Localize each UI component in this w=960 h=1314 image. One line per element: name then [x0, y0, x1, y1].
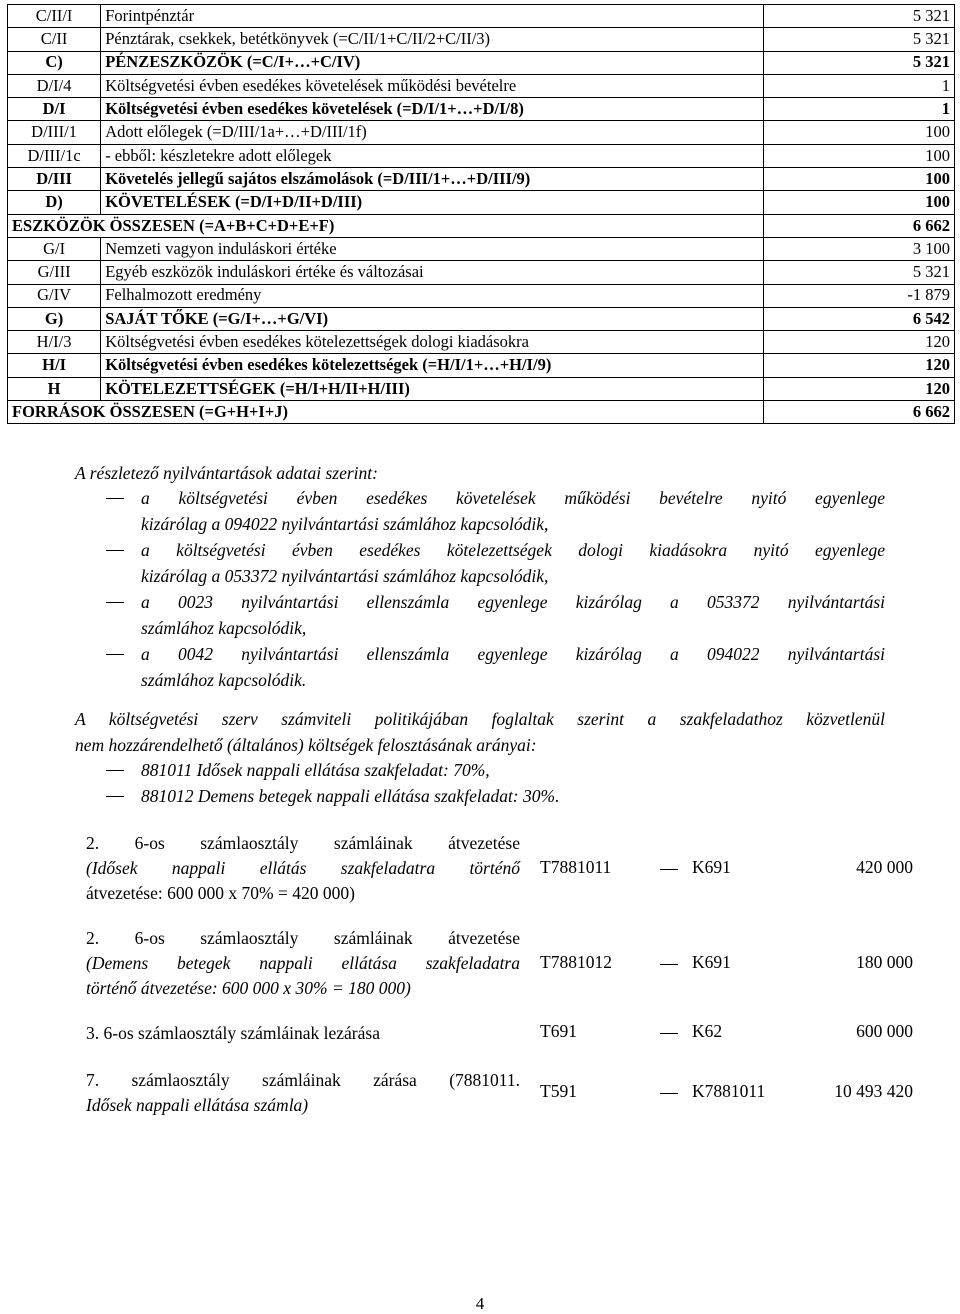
- row-label: Követelés jellegű sajátos elszámolások (=D/III/1+…+D/III/9): [101, 168, 763, 191]
- table-row: [8, 144, 955, 167]
- row-label: Egyéb eszközök induláskori értéke és változásai: [101, 261, 763, 284]
- row-value: 1: [763, 74, 954, 97]
- dash-separator-icon: [660, 1093, 678, 1094]
- policy-section: [75, 707, 885, 809]
- entry-debit: T7881012: [540, 952, 612, 972]
- table-row: [8, 261, 955, 284]
- dash-bullet-icon: [106, 550, 124, 551]
- row-code: H/I: [8, 354, 101, 377]
- entry-amount: 600 000: [856, 1021, 913, 1041]
- entry-credit: K62: [692, 1021, 723, 1041]
- page-number: 4: [475, 1294, 485, 1313]
- dash-bullet-icon: [106, 770, 124, 771]
- detail-item-line: kizárólag a 094022 nyilvántartási számlához kapcsolódik,: [141, 513, 549, 534]
- table-row: [8, 214, 955, 237]
- dash-bullet-icon: [106, 602, 124, 603]
- row-code: D): [8, 191, 101, 214]
- detail-item: [75, 642, 885, 693]
- dash-separator-icon: [660, 1033, 678, 1034]
- detail-item-line: számlához kapcsolódik.: [141, 669, 307, 690]
- dash-separator-icon: [660, 964, 678, 965]
- entry-description: [86, 1068, 520, 1118]
- row-value: 6 542: [763, 307, 954, 330]
- detail-item: [75, 538, 885, 589]
- table-row: [8, 354, 955, 377]
- row-value: 120: [763, 331, 954, 354]
- table-row: [8, 401, 955, 424]
- table-row: [8, 121, 955, 144]
- entry-description: [86, 1021, 520, 1046]
- row-label: SAJÁT TŐKE (=G/I+…+G/VI): [101, 307, 763, 330]
- balance-table: [7, 4, 955, 424]
- row-code: G/III: [8, 261, 101, 284]
- table-row: [8, 307, 955, 330]
- row-label: Költségvetési évben esedékes kötelezettségek (=H/I/1+…+H/I/9): [101, 354, 763, 377]
- row-value: 3 100: [763, 237, 954, 260]
- row-label: KÖTELEZETTSÉGEK (=H/I+H/II+H/III): [101, 377, 763, 400]
- entry-desc-line: 3. 6-os számlaosztály számláinak lezárása: [86, 1023, 380, 1043]
- row-label: Költségvetési évben esedékes követelések (=D/I/1+…+D/I/8): [101, 98, 763, 121]
- table-row: [8, 331, 955, 354]
- row-code: H/I/3: [8, 331, 101, 354]
- policy-line: A költségvetési szerv számviteli politikájában foglaltak szerint a szakfeladathoz közvetlenül: [75, 709, 885, 729]
- table-row: [8, 28, 955, 51]
- row-code: D/I: [8, 98, 101, 121]
- table-row: [8, 5, 955, 28]
- row-value: 5 321: [763, 5, 954, 28]
- table-row: [8, 377, 955, 400]
- row-value: 5 321: [763, 51, 954, 74]
- row-label: Felhalmozott eredmény: [101, 284, 763, 307]
- row-value: 6 662: [763, 214, 954, 237]
- table-row: [8, 74, 955, 97]
- row-label: Pénztárak, csekkek, betétkönyvek (=C/II/1+C/II/2+C/II/3): [101, 28, 763, 51]
- detail-item: [75, 590, 885, 641]
- detail-item-line: a költségvetési évben esedékes kötelezettségek dologi kiadásokra nyitó egyenlege: [141, 540, 885, 560]
- row-code: H: [8, 377, 101, 400]
- table-row: [8, 98, 955, 121]
- row-code: D/III/1: [8, 121, 101, 144]
- row-code: G): [8, 307, 101, 330]
- row-value: 120: [763, 377, 954, 400]
- entry-desc-line: átvezetése: 600 000 x 70% = 420 000): [86, 883, 355, 903]
- row-label: FORRÁSOK ÖSSZESEN (=G+H+I+J): [8, 401, 764, 424]
- table-row: [8, 284, 955, 307]
- entry-debit: T591: [540, 1081, 577, 1101]
- row-label: Forintpénztár: [101, 5, 763, 28]
- row-value: -1 879: [763, 284, 954, 307]
- row-label: - ebből: készletekre adott előlegek: [101, 144, 763, 167]
- table-row: [8, 168, 955, 191]
- dash-separator-icon: [660, 869, 678, 870]
- row-label: Költségvetési évben esedékes követelések működési bevételre: [101, 74, 763, 97]
- row-value: 6 662: [763, 401, 954, 424]
- row-value: 100: [763, 168, 954, 191]
- row-label: Költségvetési évben esedékes kötelezettségek dologi kiadásokra: [101, 331, 763, 354]
- dash-bullet-icon: [106, 498, 124, 499]
- entry-debit: T691: [540, 1021, 577, 1041]
- entry-desc-line: (Demens betegek nappali ellátása szakfeladatra: [86, 953, 520, 973]
- entry-amount: 10 493 420: [834, 1081, 913, 1101]
- row-label: ESZKÖZÖK ÖSSZESEN (=A+B+C+D+E+F): [8, 214, 764, 237]
- entry-desc-line: 2. 6-os számlaosztály számláinak átvezetése: [86, 833, 520, 853]
- entry-amount: 420 000: [856, 857, 913, 877]
- policy-item: [75, 784, 885, 810]
- row-value: 5 321: [763, 28, 954, 51]
- row-code: C): [8, 51, 101, 74]
- dash-bullet-icon: [106, 654, 124, 655]
- entry-debit: T7881011: [540, 857, 612, 877]
- balance-table-body: [8, 5, 955, 424]
- entry-desc-line: Idősek nappali ellátása számla): [86, 1095, 309, 1115]
- policy-item: [75, 758, 885, 784]
- detail-item-line: kizárólag a 053372 nyilvántartási számlához kapcsolódik,: [141, 565, 549, 586]
- entry-amount: 180 000: [856, 952, 913, 972]
- dash-bullet-icon: [106, 796, 124, 797]
- table-row: [8, 191, 955, 214]
- row-label: KÖVETELÉSEK (=D/I+D/II+D/III): [101, 191, 763, 214]
- entry-desc-line: 2. 6-os számlaosztály számláinak átvezetése: [86, 928, 520, 948]
- entry-desc-line: (Idősek nappali ellátás szakfeladatra történő: [86, 858, 520, 878]
- row-code: G/I: [8, 237, 101, 260]
- detail-item-line: a költségvetési évben esedékes követelések működési bevételre nyitó egyenlege: [141, 488, 885, 508]
- row-label: Nemzeti vagyon induláskori értéke: [101, 237, 763, 260]
- detail-item-line: a 0023 nyilvántartási ellenszámla egyenlege kizárólag a 053372 nyilvántartási: [141, 592, 885, 612]
- row-value: 5 321: [763, 261, 954, 284]
- row-code: D/III/1c: [8, 144, 101, 167]
- entry-credit: K7881011: [692, 1081, 766, 1101]
- detail-item: [75, 486, 885, 537]
- entry-description: [86, 926, 520, 1001]
- row-code: C/II: [8, 28, 101, 51]
- entry-description: [86, 831, 520, 906]
- detail-intro: A részletező nyilvántartások adatai szerint:: [75, 463, 378, 483]
- row-value: 120: [763, 354, 954, 377]
- table-row: [8, 51, 955, 74]
- row-code: G/IV: [8, 284, 101, 307]
- policy-line: nem hozzárendelhető (általános) költségek felosztásának arányai:: [75, 734, 537, 755]
- row-code: D/I/4: [8, 74, 101, 97]
- row-value: 100: [763, 121, 954, 144]
- row-code: C/II/I: [8, 5, 101, 28]
- row-label: PÉNZESZKÖZÖK (=C/I+…+C/IV): [101, 51, 763, 74]
- row-value: 100: [763, 191, 954, 214]
- table-row: [8, 237, 955, 260]
- entry-desc-line: 7. számlaosztály számláinak zárása (7881011.: [86, 1070, 520, 1090]
- policy-item-text: 881012 Demens betegek nappali ellátása szakfeladat: 30%.: [141, 785, 560, 806]
- row-value: 100: [763, 144, 954, 167]
- entry-desc-line: történő átvezetése: 600 000 x 30% = 180 000): [86, 978, 411, 998]
- detail-item-line: a 0042 nyilvántartási ellenszámla egyenlege kizárólag a 094022 nyilvántartási: [141, 644, 885, 664]
- row-value: 1: [763, 98, 954, 121]
- detail-section: [75, 460, 885, 694]
- row-label: Adott előlegek (=D/III/1a+…+D/III/1f): [101, 121, 763, 144]
- detail-item-line: számlához kapcsolódik,: [141, 617, 307, 638]
- entry-credit: K691: [692, 952, 731, 972]
- row-code: D/III: [8, 168, 101, 191]
- policy-item-text: 881011 Idősek nappali ellátása szakfeladat: 70%,: [141, 760, 490, 780]
- entry-credit: K691: [692, 857, 731, 877]
